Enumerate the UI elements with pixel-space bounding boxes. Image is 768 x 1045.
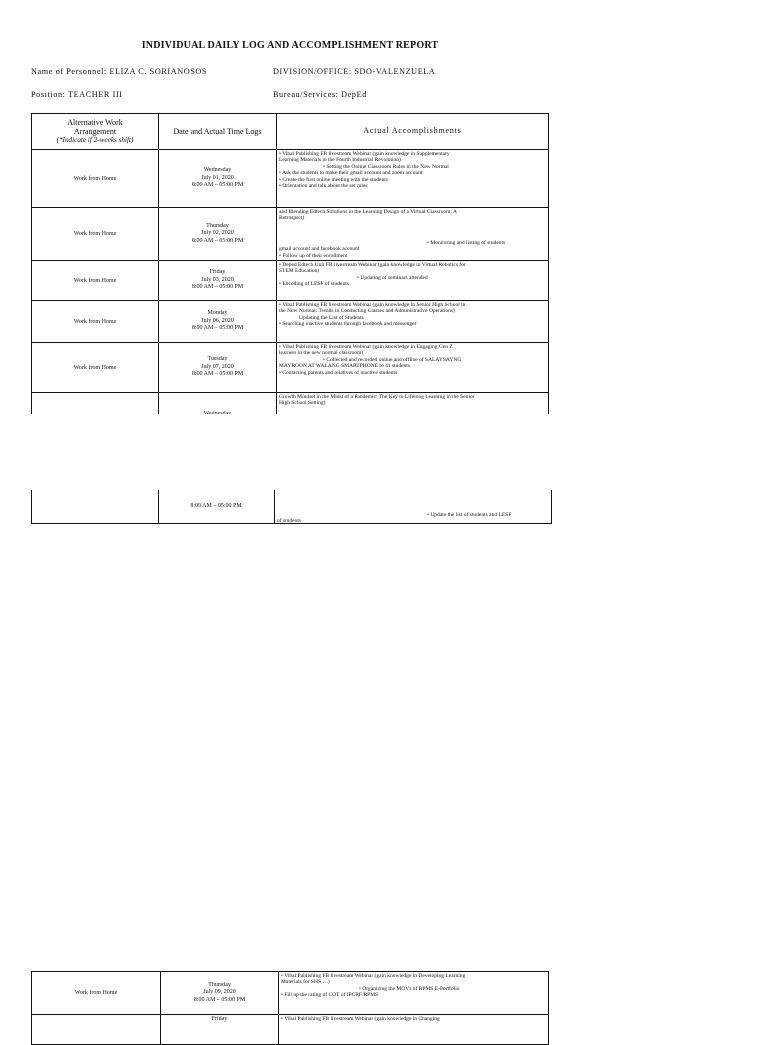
table-row: Work from Home Thursday July 02, 2020 8:00 AM – 05:00 PM and Blending Edtech Solutions in the Learning Design of a Virtual Classroom: A Retrospect) • Monitoring and listing of students gmail account and facebook account • Follow up of their enrollment (32, 208, 549, 261)
table-row: Growth Mindset in the Midst of a Pandemic: The Key to Lifelong Learning in the Senior High School Setting) (32, 393, 549, 453)
position: Position: TEACHER III (31, 90, 123, 99)
table-row: Work from Home Thursday July 09, 2020 8:00 AM – 05:00 PM • Vibal Publishing FB livestream Webinar (gain knowledge in Developing Learning Materials for SHS….) • Organizing the MOVs of RPMS E-Portfolio • Fill up the rating of COT of IPCRF/RPMS (32, 972, 549, 1015)
table-header-row (32, 114, 549, 150)
table-row: Work from Home Tuesday July 07, 2020 8:00 AM – 05:00 PM • Vibal Publishing FB livestream Webinar (gain knowledge in Engaging Gen Z learners in the new normal classroom) • Collected and recorded online and offline of SALAYSAYNG MAYROON AT WALANG SMARTPHONE to 41 students • Contacting parents and relatives of inactive students (32, 343, 549, 393)
rendering-gap (0, 414, 768, 490)
personnel-name: Name of Personnel: ELIZA C. SORIANOSOS (31, 67, 208, 76)
table-row: Work from Home Monday July 06, 2020 8:00 AM – 05:00 PM • Vibal Publishing FB livestream Webinar (gain knowledge in Senior High School in the New Normal: Trends in Conducting Classes and Administrative Operations) Updating the List of Students • Searching inactive students through facebook and messenger (32, 301, 549, 343)
log-table (31, 113, 549, 453)
column-header-arrangement: Alternative Work Arrangement (*Indicate if 2-weeks shift) (32, 114, 159, 150)
report-title: INDIVIDUAL DAILY LOG AND ACCOMPLISHMENT REPORT (141, 40, 439, 51)
bureau-services: Bureau/Services: DepEd (273, 90, 367, 99)
column-header-date: Date and Actual Time Logs (159, 114, 277, 150)
table-row: Friday • Vibal Publishing FB livestream Webinar (gain knowledge in Changing (32, 1015, 549, 1045)
truncated-row-fragment (31, 490, 552, 524)
division-office: DIVISION/OFFICE: SDO-VALENZUELA (273, 67, 436, 76)
fragment-tail: of students (277, 518, 301, 524)
column-header-accomplishments: Actual Accomplishments (277, 114, 549, 150)
table-row: Work from Home Wednesday July 01, 2020 8:00 AM – 05:00 PM • Vibal Publishing FB livestream Webinar (gain knowledge in Supplementary Learning Materials in the Fourth Industrial Revolution) • Setting the Online Classroom Rules in the New Normal • Ask the students to make their gmail account and zoom account • Create the first online meeting with the students • Orientation and talk about the set rules (32, 150, 549, 208)
fragment-update: • Update the list of students and LESF (427, 512, 512, 518)
fragment-time: 8:00 AM – 05:00 PM (190, 503, 242, 509)
log-table-page-2 (31, 971, 549, 1045)
table-row: Work from Home Friday July 03, 2020 8:00 AM – 05:00 PM • Deped Edtech Unit FB livestream Webinar (gain knowledge in Virtual Robotics for STEM Education) • Updating of seminars attended • Encoding of LESF of students (32, 261, 549, 301)
